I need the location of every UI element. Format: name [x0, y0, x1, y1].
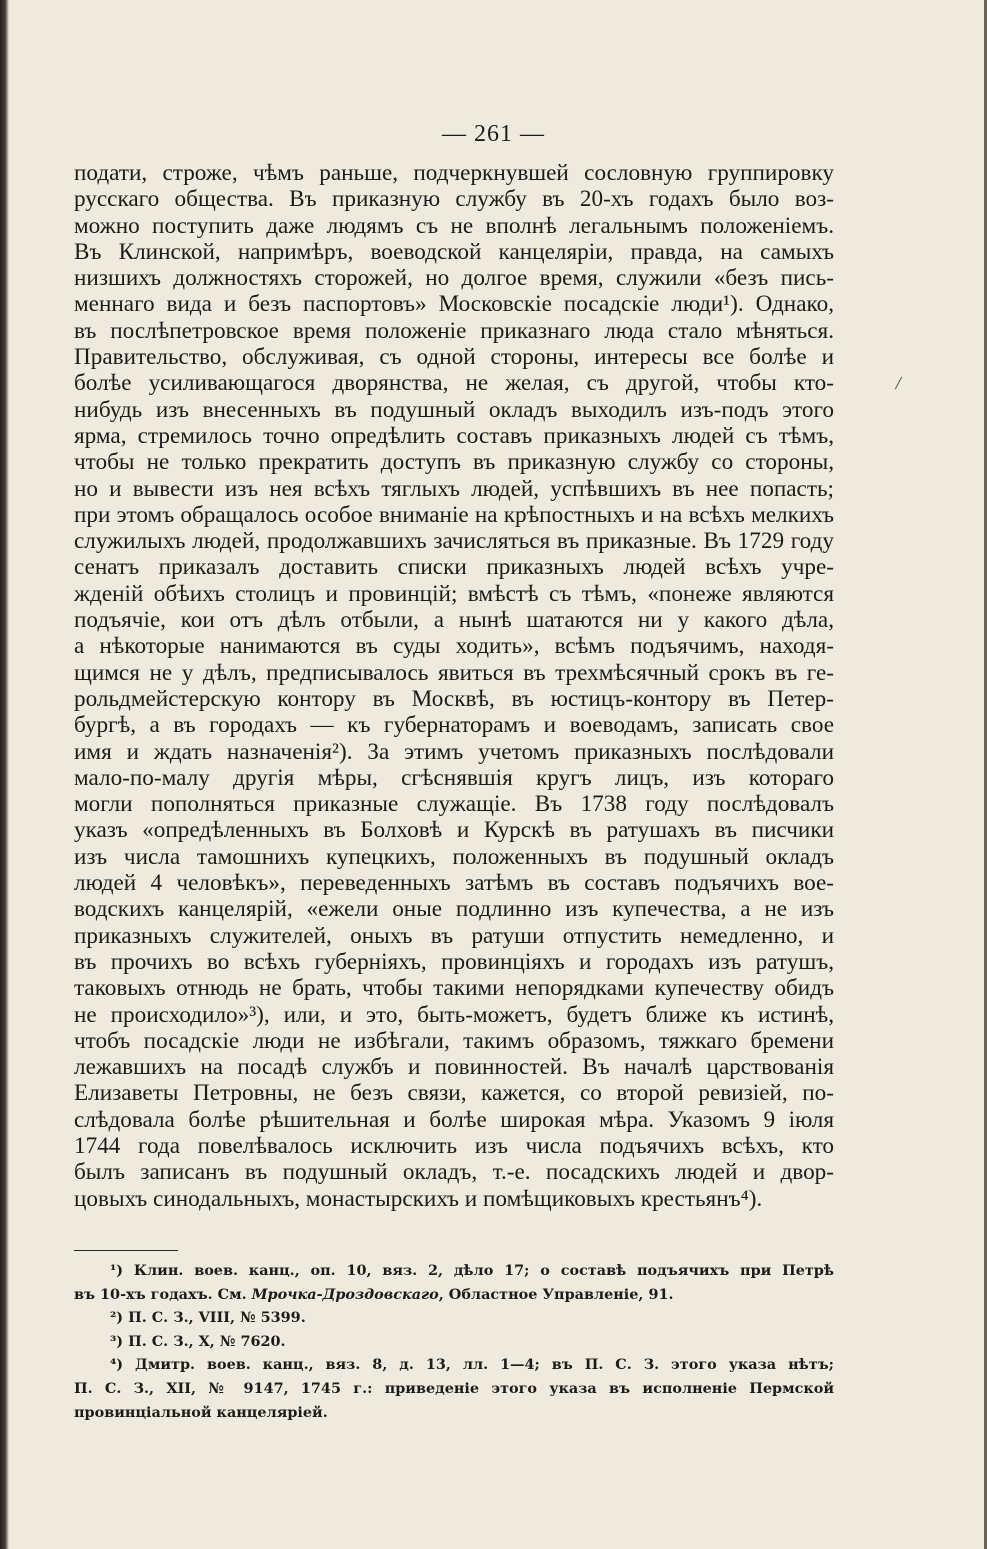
footnote-line: ²) П. С. З., VIII, № 5399. [110, 1309, 306, 1327]
text-line: русскаго общества. Въ приказную службу въ 20-хъ годахъ было воз- [74, 186, 834, 213]
text-line: людей 4 человѣкъ», переведенныхъ затѣмъ въ составъ подъячихъ вое- [74, 870, 834, 897]
text-line: въ прочихъ во всѣхъ губерніяхъ, провинціяхъ и городахъ изъ ратушъ, [74, 948, 834, 975]
text-line: рольдмейстерскую контору въ Москвѣ, въ юстицъ-контору въ Петер- [74, 685, 834, 712]
text-line: Елизаветы Петровны, не безъ связи, кажется, со второй ревизіей, по- [74, 1080, 834, 1107]
text-line: мало-по-малу другія мѣры, сгѣснявшія кругъ лицъ, изъ котораго [74, 764, 834, 791]
text-line: таковыхъ отнюдь не брать, чтобы такими непорядками купечеству обидъ [74, 975, 834, 1002]
footnotes [74, 1259, 834, 1424]
text-line: былъ записанъ въ подушный окладъ, т.-е. посадскихъ людей и двор- [74, 1159, 834, 1186]
text-line: ярма, стремилось точно опредѣлить составъ приказныхъ людей съ тѣмъ, [74, 422, 834, 449]
text-line: имя и ждать назначенія²). За этимъ учетомъ приказныхъ послѣдовали [74, 738, 834, 765]
footnote-line: П. С. З., XII, № 9147, 1745 г.: приведеніе этого указа въ исполненіе Пермской [74, 1379, 834, 1397]
text-line: жденій обѣихъ столицъ и провинцій; вмѣстѣ съ тѣмъ, «понеже являются [74, 580, 834, 607]
footnote-line: провинціальной канцеляріей. [74, 1403, 328, 1421]
footnote-line: ⁴) Дмитр. воев. канц., вяз. 8, д. 13, лл. 1—4; въ П. С. З. этого указа нѣтъ; [110, 1356, 834, 1374]
footnote-separator [74, 1250, 178, 1251]
text-line: сенатъ приказалъ доставить списки приказныхъ людей всѣхъ учре- [74, 554, 834, 581]
text-line: болѣе усиливающагося дворянства, не желая, съ другой, чтобы кто- [74, 370, 834, 397]
margin-mark [895, 377, 902, 390]
text-line: приказныхъ служителей, оныхъ въ ратуши отпустить немедленно, и [74, 922, 834, 949]
text-line: изъ числа тамошнихъ купецкихъ, положенныхъ въ подушный окладъ [74, 843, 834, 870]
text-line: при этомъ обращалось особое вниманіе на крѣпостныхъ и на всѣхъ мелкихъ [74, 501, 834, 528]
text-line: слѣдовала болѣе рѣшительная и болѣе широкая мѣра. Указомъ 9 іюля [74, 1106, 834, 1133]
text-line: Правительство, обслуживая, съ одной стороны, интересы все болѣе и [74, 344, 834, 371]
footnote-line: ¹) Клин. воев. канц., оп. 10, вяз. 2, дѣло 17; о составѣ подъячихъ при Петрѣ [110, 1262, 834, 1279]
text-line: но и вывести изъ нея всѣхъ тяглыхъ людей, успѣвшихъ въ нее попасть; [74, 475, 834, 502]
text-line: въ послѣпетровское время положеніе приказнаго люда стало мѣняться. [74, 317, 834, 344]
text-line: служилыхъ людей, продолжавшихъ зачисляться въ приказные. Въ 1729 году [74, 528, 834, 555]
text-line: чтобы не только прекратить доступъ въ приказную службу со стороны, [74, 449, 834, 476]
text-line: могли пополняться приказные служащіе. Въ 1738 году послѣдовалъ [74, 791, 834, 818]
text-line: не происходило»³), или, и это, быть-можетъ, будетъ ближе къ истинѣ, [74, 1001, 834, 1028]
text-line: цовыхъ синодальныхъ, монастырскихъ и помѣщиковыхъ крестьянъ⁴). [74, 1185, 763, 1212]
text-line: 1744 года повелѣвалось исключить изъ числа подъячихъ всѣхъ, кто [74, 1132, 834, 1159]
text-line: подъячіе, кои отъ дѣлъ отбыли, а нынѣ шатаются ни у какого дѣла, [74, 607, 834, 634]
text-line: водскихъ канцелярій, «ежели оные подлинно изъ купечества, а не изъ [74, 896, 834, 923]
text-line: указъ «опредѣленныхъ въ Болховѣ и Курскѣ въ ратушахъ въ писчики [74, 817, 834, 844]
footnote-line: въ 10-хъ годахъ. См. Мрочка-Дроздовскаго, Областное Управленіе, 91. [74, 1285, 674, 1303]
text-line: можно поступить даже людямъ съ не вполнѣ легальнымъ положеніемъ. [74, 212, 834, 239]
text-line: подати, строже, чѣмъ раньше, подчеркнувшей сословную группировку [74, 160, 834, 186]
text-line: меннаго вида и безъ паспортовъ» Московскіе посадскіе люди¹). Однако, [74, 291, 834, 318]
text-line: лежавшихъ на посадѣ службъ и повинностей. Въ началѣ царствованія [74, 1054, 834, 1081]
page-number: — 261 — [442, 121, 545, 147]
text-line: щимся не у дѣлъ, предписывалось явиться въ трехмѣсячный срокъ въ ге- [74, 659, 834, 686]
text-line: а нѣкоторые нанимаются въ суды ходить», всѣмъ подъячимъ, находя- [74, 633, 834, 660]
text-line: нибудь изъ внесенныхъ въ подушный окладъ выходилъ изъ-подъ этого [74, 396, 834, 423]
main-text [74, 160, 834, 1212]
text-line: бургѣ, а въ городахъ — къ губернаторамъ и воеводамъ, записать свое [74, 712, 834, 739]
text-line: чтобъ посадскіе люди не избѣгали, такимъ образомъ, тяжкаго бремени [74, 1027, 834, 1054]
page-left-edge-shadow [0, 0, 9, 1549]
footnote-line: ³) П. С. З., X, № 7620. [110, 1332, 286, 1350]
text-line: Въ Клинской, напримѣръ, воеводской канцеляріи, правда, на самыхъ [74, 238, 834, 265]
text-line: низшихъ должностяхъ сторожей, но долгое время, служили «безъ пись- [74, 265, 834, 292]
